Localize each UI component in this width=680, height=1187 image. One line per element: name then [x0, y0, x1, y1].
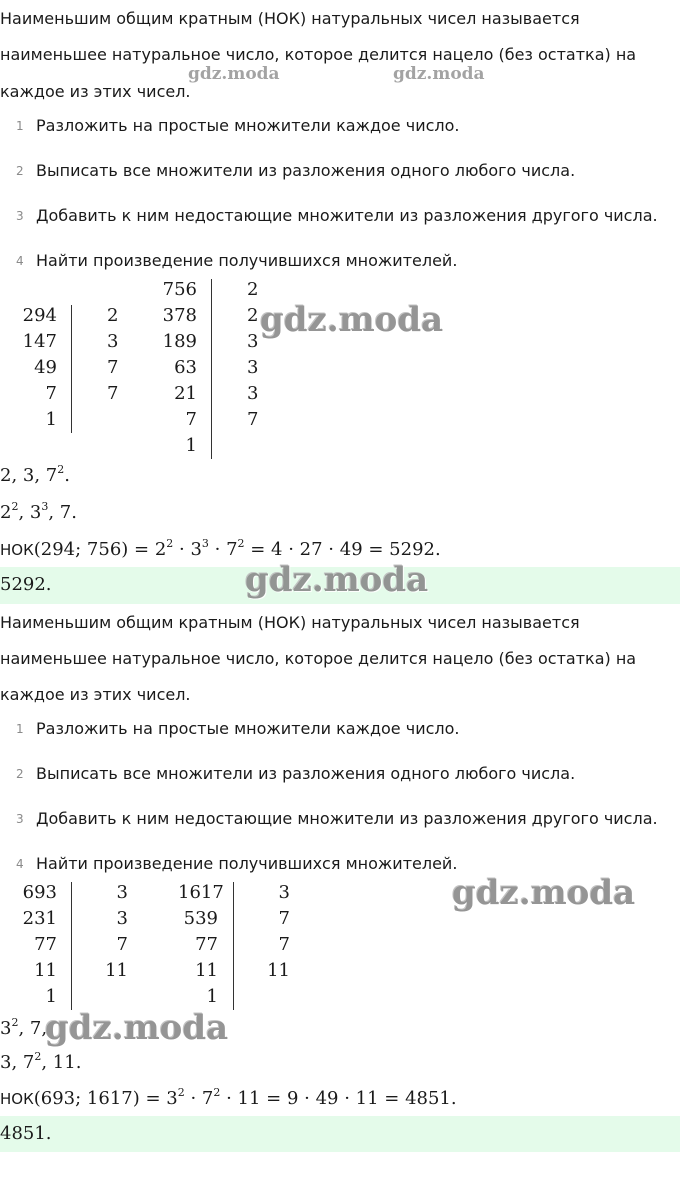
watermark: gdz.moda	[452, 873, 636, 913]
right-number: 378	[162, 305, 197, 326]
right-number: 11	[195, 960, 218, 981]
right-number: 756	[162, 279, 197, 300]
right-factor: 3	[247, 383, 259, 404]
factors-line: 2, 3, $7^2$.	[0, 463, 70, 486]
definition-line-2: наименьшее натуральное число, которое делится нацело (без остатка) на	[0, 649, 637, 668]
left-number: 693	[22, 882, 57, 903]
definition-line-3: каждое из этих чисел.	[0, 685, 191, 704]
right-factor: 7	[247, 409, 259, 430]
right-number: 539	[183, 908, 218, 929]
step-text: Найти произведение получившихся множителей.	[36, 251, 458, 270]
step-number: 3	[16, 209, 24, 223]
left-factor: 2	[107, 305, 119, 326]
left-factor: 7	[107, 383, 119, 404]
left-number: 1	[45, 986, 57, 1007]
step-number: 1	[16, 722, 24, 736]
left-factor: 3	[116, 882, 128, 903]
step-text: Выписать все множители из разложения одного любого числа.	[36, 764, 576, 783]
right-number: 1617	[178, 882, 224, 903]
step-text: Разложить на простые множители каждое число.	[36, 719, 460, 738]
right-number: 1	[206, 986, 218, 1007]
divider-line	[233, 882, 234, 1010]
nok-formula: НОК(693; $1617) = 3^2 \cdot 7^2 \cdot 11 = 9 \cdot 49 \cdot 11 = 4851$.	[0, 1086, 457, 1109]
left-factor: 3	[116, 908, 128, 929]
right-factor: 3	[247, 357, 259, 378]
left-factor: 7	[116, 934, 128, 955]
right-factor: 3	[247, 331, 259, 352]
right-factor: 11	[267, 960, 290, 981]
answer-bar	[0, 1116, 680, 1152]
left-number: 147	[22, 331, 57, 352]
divider-line	[211, 279, 212, 459]
step-text: Добавить к ним недостающие множители из разложения другого числа.	[36, 809, 658, 828]
left-number: 11	[34, 960, 57, 981]
step-number: 2	[16, 767, 24, 781]
right-factor: 7	[278, 934, 290, 955]
left-number: 77	[34, 934, 57, 955]
definition-line-3: каждое из этих чисел.	[0, 82, 191, 101]
answer: 4851.	[0, 1123, 52, 1144]
step-text: Найти произведение получившихся множителей.	[36, 854, 458, 873]
left-factor: 3	[107, 331, 119, 352]
right-number: 7	[185, 409, 197, 430]
left-factor: 11	[105, 960, 128, 981]
watermark: gdz.moda	[188, 64, 280, 84]
answer: 5292.	[0, 574, 52, 595]
step-number: 4	[16, 857, 24, 871]
left-number: 294	[22, 305, 57, 326]
right-number: 21	[174, 383, 197, 404]
step-number: 1	[16, 119, 24, 133]
step-text: Добавить к ним недостающие множители из разложения другого числа.	[36, 206, 658, 225]
right-factor: 7	[278, 908, 290, 929]
left-number: 231	[22, 908, 57, 929]
left-number: 7	[45, 383, 57, 404]
definition-line-2: наименьшее натуральное число, которое делится нацело (без остатка) на	[0, 45, 637, 64]
left-number: 49	[34, 357, 57, 378]
right-factor: 2	[247, 279, 259, 300]
divider-line	[71, 882, 72, 1010]
step-text: Разложить на простые множители каждое число.	[36, 116, 460, 135]
watermark: gdz.moda	[245, 560, 429, 600]
watermark: gdz.moda	[393, 64, 485, 84]
factors-line: $3^2$, 7,	[0, 1016, 48, 1039]
right-number: 1	[185, 435, 197, 456]
divider-line	[71, 305, 72, 433]
definition-line-1: Наименьшим общим кратным (НОК) натуральных чисел называется	[0, 613, 580, 632]
right-factor: 3	[278, 882, 290, 903]
step-number: 4	[16, 254, 24, 268]
left-factor: 7	[107, 357, 119, 378]
factors-line: 3, $7^2$, 11.	[0, 1050, 82, 1073]
nok-formula: НОК(294; $756) = 2^2 \cdot 3^3 \cdot 7^2 = 4 \cdot 27 \cdot 49 = 5292$.	[0, 537, 441, 560]
watermark: gdz.moda	[260, 300, 444, 340]
factors-line: $2^2$, $3^3$, 7.	[0, 500, 77, 523]
definition-line-1: Наименьшим общим кратным (НОК) натуральных чисел называется	[0, 9, 580, 28]
step-text: Выписать все множители из разложения одного любого числа.	[36, 161, 576, 180]
right-number: 189	[162, 331, 197, 352]
watermark: gdz.moda	[45, 1008, 229, 1048]
right-factor: 2	[247, 305, 259, 326]
step-number: 2	[16, 164, 24, 178]
step-number: 3	[16, 812, 24, 826]
left-number: 1	[45, 409, 57, 430]
right-number: 77	[195, 934, 218, 955]
right-number: 63	[174, 357, 197, 378]
